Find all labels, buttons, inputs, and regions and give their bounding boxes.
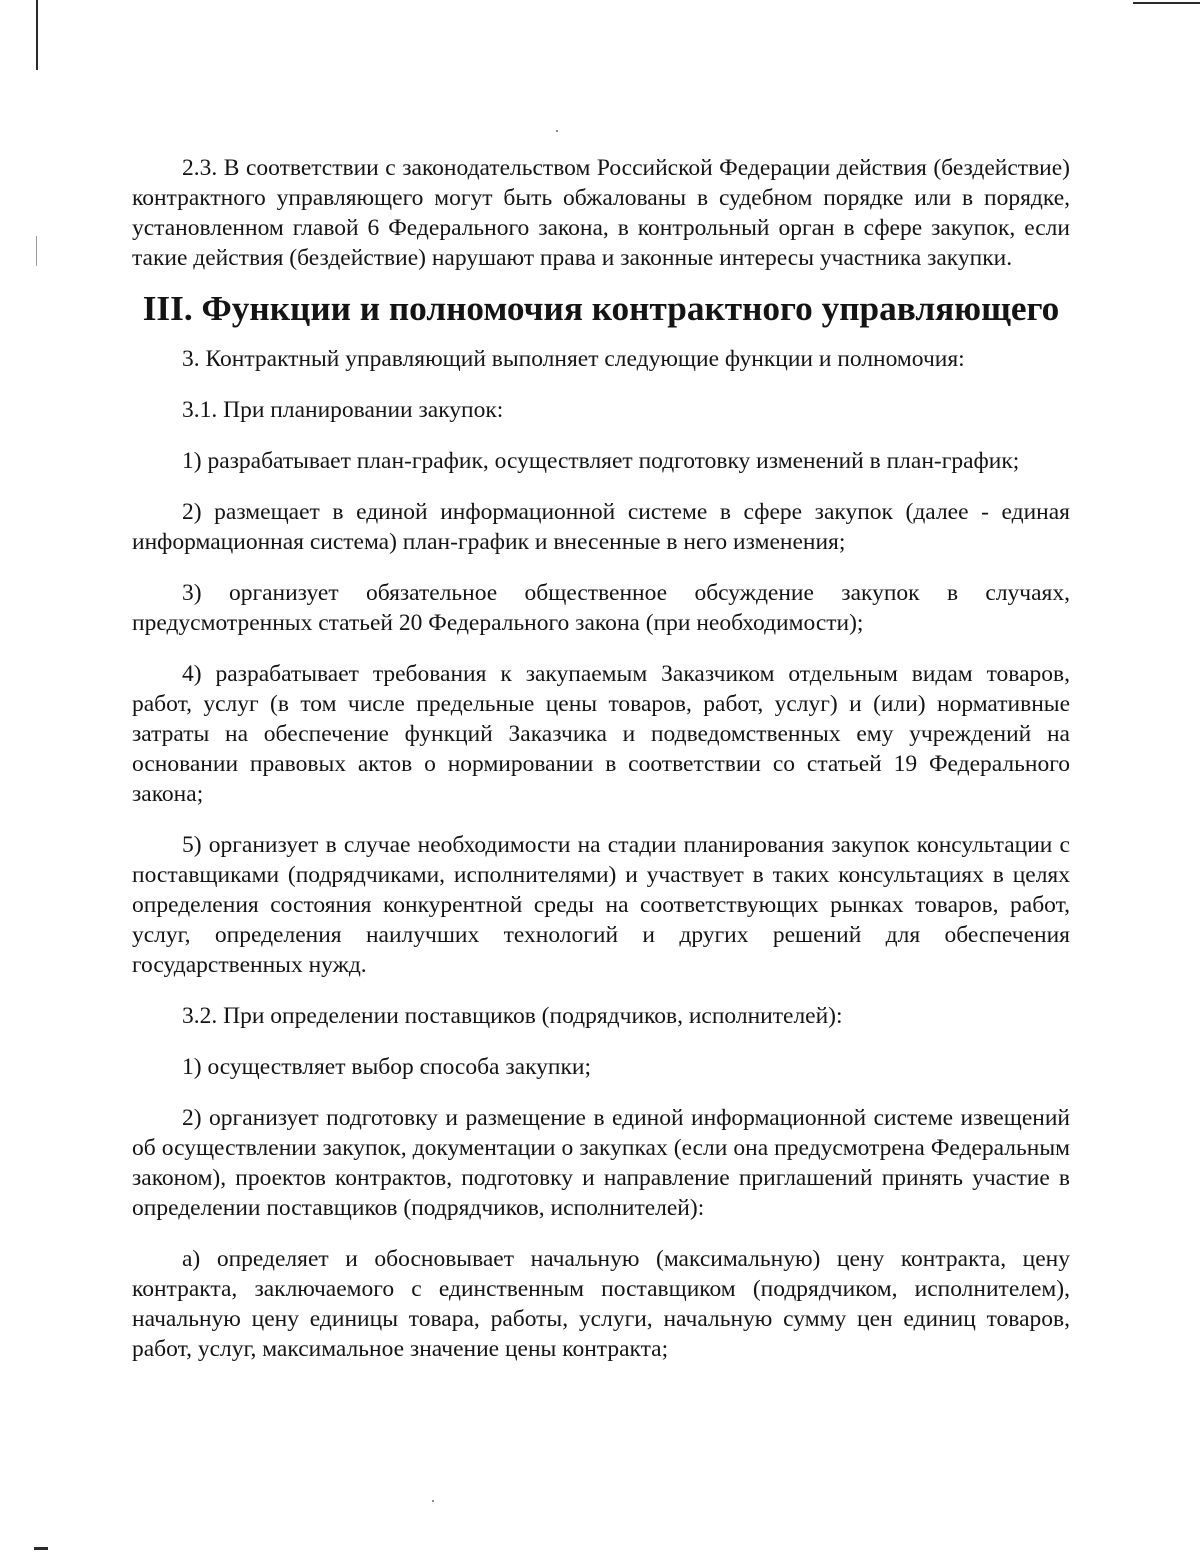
scan-speck: [36, 236, 37, 266]
paragraph-3-1-item-4: 4) разрабатывает требования к закупаемым Заказчиком отдельным видам товаров, работ, услуг (в том числе предельные цены товаров, работ, услуг) и (или) нормативные затраты на обеспечение функций Заказчика и подведомственных ему учреждений на основании правовых актов о нормировании в соответствии со статьей 19 Федерального закона;: [132, 661, 1070, 807]
scan-edge-line-left: [36, 0, 38, 70]
paragraph-3: 3. Контрактный управляющий выполняет следующие функции и полномочия:: [182, 346, 965, 372]
paragraph-3-1: 3.1. При планировании закупок:: [182, 397, 504, 423]
scan-speck: [432, 1500, 434, 1502]
paragraph-3-1-item-3: 3) организует обязательное общественное обсуждение закупок в случаях, предусмотренных статьей 20 Федерального закона (при необходимости);: [132, 580, 1070, 636]
document-page: [132, 153, 1070, 1385]
paragraph-3-2-item-2-a: а) определяет и обосновывает начальную (максимальную) цену контракта, цену контракта, заключаемого с единственным поставщиком (подрядчиком, исполнителем), начальную цену единицы товара, работы, услуги, начальную сумму цен единиц товаров, работ, услуг, максимальное значение цены контракта;: [132, 1246, 1070, 1362]
paragraph-3-1-item-1: 1) разрабатывает план-график, осуществляет подготовку изменений в план-график;: [182, 448, 1020, 474]
paragraph-3-2: 3.2. При определении поставщиков (подрядчиков, исполнителей):: [182, 1003, 843, 1029]
paragraph-3-2-item-1: 1) осуществляет выбор способа закупки;: [182, 1054, 592, 1080]
scan-edge-mark-bottom-left: [34, 1547, 48, 1550]
scan-edge-line-top-right: [1133, 2, 1200, 4]
paragraph-3-2-item-2: 2) организует подготовку и размещение в единой информационной системе извещений об осуществлении закупок, документации о закупках (если она предусмотрена Федеральным законом), проектов контрактов, подготовку и направление приглашений принять участие в определении поставщиков (подрядчиков, исполнителей):: [132, 1105, 1070, 1221]
paragraph-2-3: 2.3. В соответствии с законодательством Российской Федерации действия (бездействие) контрактного управляющего могут быть обжалованы в судебном порядке или в порядке, установленном главой 6 Федерального закона, в контрольный орган в сфере закупок, если такие действия (бездействие) нарушают права и законные интересы участника закупки.: [132, 155, 1070, 271]
paragraph-3-1-item-5: 5) организует в случае необходимости на стадии планирования закупок консультации с поставщиками (подрядчиками, исполнителями) и участвует в таких консультациях в целях определения состояния конкурентной среды на соответствующих рынках товаров, работ, услуг, определения наилучших технологий и других решений для обеспечения государственных нужд.: [132, 832, 1070, 978]
paragraph-3-1-item-2: 2) размещает в единой информационной системе в сфере закупок (далее - единая информационная система) план-график и внесенные в него изменения;: [132, 499, 1070, 555]
section-heading: III. Функции и полномочия контрактного управляющего: [142, 289, 1060, 328]
scan-speck: [556, 130, 558, 132]
